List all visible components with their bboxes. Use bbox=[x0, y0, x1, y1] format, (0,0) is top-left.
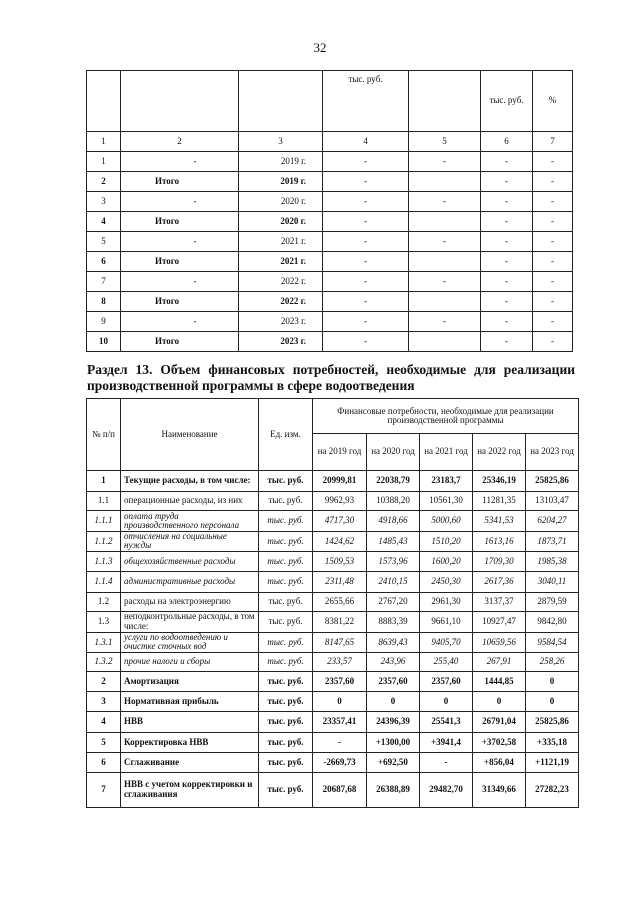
value-cell: - bbox=[323, 172, 409, 192]
col-unit-header: Ед. изм. bbox=[259, 399, 313, 471]
value-cell: 0 bbox=[526, 691, 579, 711]
value-cell: 3040,11 bbox=[526, 571, 579, 592]
value-cell: - bbox=[313, 732, 367, 752]
value-cell: 2410,15 bbox=[367, 571, 420, 592]
value-cell: 6204,27 bbox=[526, 511, 579, 532]
row-unit: тыс. руб. bbox=[259, 732, 313, 752]
row-number: 1.1.3 bbox=[87, 551, 121, 571]
row-number: 6 bbox=[87, 752, 121, 772]
header-row bbox=[87, 71, 573, 132]
value-cell: - bbox=[409, 312, 481, 332]
row-unit: тыс. руб. bbox=[259, 711, 313, 732]
value-cell: 31349,66 bbox=[473, 772, 526, 807]
value-cell: 25541,3 bbox=[420, 711, 473, 732]
value-cell: - bbox=[323, 192, 409, 212]
row-name: НВВ bbox=[121, 711, 259, 732]
value-cell: - bbox=[481, 192, 533, 212]
row-number: 1.1.1 bbox=[87, 511, 121, 532]
row-unit: тыс. руб. bbox=[259, 752, 313, 772]
year-header: на 2022 год bbox=[473, 434, 526, 471]
row-number: 7 bbox=[87, 772, 121, 807]
column-number: 5 bbox=[409, 132, 481, 152]
value-cell: - bbox=[533, 312, 573, 332]
table-row bbox=[87, 332, 573, 352]
row-name: НВВ с учетом корректировки и сглаживания bbox=[121, 772, 259, 807]
table-row bbox=[87, 611, 579, 632]
value-cell: 5000,60 bbox=[420, 511, 473, 532]
row-name: - bbox=[121, 232, 239, 252]
value-cell: 0 bbox=[526, 671, 579, 691]
year-header: на 2019 год bbox=[313, 434, 367, 471]
value-cell: 8883,39 bbox=[367, 611, 420, 632]
value-cell: +692,50 bbox=[367, 752, 420, 772]
column-number-row bbox=[87, 132, 573, 152]
row-unit: тыс. руб. bbox=[259, 671, 313, 691]
value-cell: 3137,37 bbox=[473, 592, 526, 611]
row-name: Итого bbox=[121, 252, 239, 272]
value-cell: 1510,20 bbox=[420, 532, 473, 552]
value-cell: 10561,30 bbox=[420, 492, 473, 511]
section-title: Раздел 13. Объем финансовых потребностей, необходимые для реализации производственной программы в сфере водоотведения bbox=[87, 362, 575, 393]
value-cell: - bbox=[323, 252, 409, 272]
row-unit: тыс. руб. bbox=[259, 691, 313, 711]
row-unit: тыс. руб. bbox=[259, 611, 313, 632]
row-name: Корректировка НВВ bbox=[121, 732, 259, 752]
value-cell: 255,40 bbox=[420, 652, 473, 671]
value-cell: 1873,71 bbox=[526, 532, 579, 552]
value-cell: 8381,22 bbox=[313, 611, 367, 632]
value-cell: +1300,00 bbox=[367, 732, 420, 752]
value-cell: - bbox=[323, 232, 409, 252]
value-cell: +856,04 bbox=[473, 752, 526, 772]
row-year: 2020 г. bbox=[239, 212, 323, 232]
percent-label: % bbox=[533, 71, 573, 132]
row-number: 2 bbox=[87, 172, 121, 192]
value-cell: 1600,20 bbox=[420, 551, 473, 571]
value-cell: - bbox=[533, 332, 573, 352]
value-cell: 23357,41 bbox=[313, 711, 367, 732]
value-cell: 2879,59 bbox=[526, 592, 579, 611]
value-cell: +3941,4 bbox=[420, 732, 473, 752]
value-cell: - bbox=[409, 192, 481, 212]
row-number: 6 bbox=[87, 252, 121, 272]
row-number: 1.3.1 bbox=[87, 632, 121, 652]
year-header: на 2023 год bbox=[526, 434, 579, 471]
row-name: Итого bbox=[121, 172, 239, 192]
table-row bbox=[87, 272, 573, 292]
value-cell bbox=[409, 292, 481, 312]
value-cell: 10927,47 bbox=[473, 611, 526, 632]
row-name: Сглаживание bbox=[121, 752, 259, 772]
row-number: 8 bbox=[87, 292, 121, 312]
value-cell: 1985,38 bbox=[526, 551, 579, 571]
value-cell: 0 bbox=[367, 691, 420, 711]
value-cell: 243,96 bbox=[367, 652, 420, 671]
row-name: Итого bbox=[121, 212, 239, 232]
value-cell: - bbox=[323, 152, 409, 172]
value-cell: -2669,73 bbox=[313, 752, 367, 772]
value-cell: 233,57 bbox=[313, 652, 367, 671]
value-cell: - bbox=[409, 152, 481, 172]
value-cell: - bbox=[533, 292, 573, 312]
row-unit: тыс. руб. bbox=[259, 551, 313, 571]
value-cell: - bbox=[481, 312, 533, 332]
row-unit: тыс. руб. bbox=[259, 592, 313, 611]
row-name: отчисления на социальные нужды bbox=[121, 532, 259, 552]
value-cell: - bbox=[481, 232, 533, 252]
value-cell: 258,26 bbox=[526, 652, 579, 671]
value-cell: 1573,96 bbox=[367, 551, 420, 571]
value-cell: 27282,23 bbox=[526, 772, 579, 807]
value-cell: 1424,62 bbox=[313, 532, 367, 552]
row-number: 3 bbox=[87, 192, 121, 212]
row-unit: тыс. руб. bbox=[259, 511, 313, 532]
table-row bbox=[87, 571, 579, 592]
column-number: 3 bbox=[239, 132, 323, 152]
value-cell: 11281,35 bbox=[473, 492, 526, 511]
value-cell: - bbox=[323, 292, 409, 312]
value-cell: 1509,53 bbox=[313, 551, 367, 571]
row-name: административные расходы bbox=[121, 571, 259, 592]
value-cell: - bbox=[533, 212, 573, 232]
row-name: прочие налоги и сборы bbox=[121, 652, 259, 671]
year-header: на 2020 год bbox=[367, 434, 420, 471]
value-cell: 0 bbox=[313, 691, 367, 711]
value-cell: 2357,60 bbox=[367, 671, 420, 691]
value-cell: 1613,16 bbox=[473, 532, 526, 552]
value-cell: 1709,30 bbox=[473, 551, 526, 571]
row-number: 5 bbox=[87, 232, 121, 252]
financial-needs-table bbox=[86, 398, 579, 808]
table-row bbox=[87, 772, 579, 807]
value-cell: 9584,54 bbox=[526, 632, 579, 652]
value-cell: 29482,70 bbox=[420, 772, 473, 807]
row-number: 4 bbox=[87, 711, 121, 732]
value-cell: 2311,48 bbox=[313, 571, 367, 592]
table-row bbox=[87, 192, 573, 212]
row-number: 2 bbox=[87, 671, 121, 691]
value-cell: - bbox=[533, 232, 573, 252]
row-name: общехозяйственные расходы bbox=[121, 551, 259, 571]
value-cell: - bbox=[533, 192, 573, 212]
row-number: 1.3 bbox=[87, 611, 121, 632]
value-cell bbox=[409, 252, 481, 272]
value-cell: - bbox=[323, 312, 409, 332]
row-name: Итого bbox=[121, 292, 239, 312]
value-cell: 25346,19 bbox=[473, 471, 526, 492]
value-cell: - bbox=[420, 752, 473, 772]
unit-label-a: тыс. руб. bbox=[323, 71, 409, 132]
value-cell bbox=[409, 172, 481, 192]
table-row bbox=[87, 691, 579, 711]
value-cell bbox=[409, 332, 481, 352]
value-cell: 8147,65 bbox=[313, 632, 367, 652]
table-row bbox=[87, 752, 579, 772]
table-row bbox=[87, 152, 573, 172]
value-cell: +1121,19 bbox=[526, 752, 579, 772]
value-cell: 267,91 bbox=[473, 652, 526, 671]
row-name: Текущие расходы, в том числе: bbox=[121, 471, 259, 492]
row-name: услуги по водоотведению и очистке сточных вод bbox=[121, 632, 259, 652]
value-cell: 4717,30 bbox=[313, 511, 367, 532]
row-number: 1 bbox=[87, 152, 121, 172]
row-name: Итого bbox=[121, 332, 239, 352]
value-cell: 22038,79 bbox=[367, 471, 420, 492]
value-cell: 9962,93 bbox=[313, 492, 367, 511]
value-cell: - bbox=[323, 332, 409, 352]
col-num-header: № п/п bbox=[87, 399, 121, 471]
row-year: 2021 г. bbox=[239, 252, 323, 272]
continuation-table bbox=[86, 70, 573, 352]
row-unit: тыс. руб. bbox=[259, 772, 313, 807]
value-cell: 9405,70 bbox=[420, 632, 473, 652]
row-unit: тыс. руб. bbox=[259, 532, 313, 552]
value-cell: - bbox=[481, 212, 533, 232]
value-cell: 0 bbox=[473, 691, 526, 711]
value-cell: - bbox=[481, 252, 533, 272]
row-number: 1.3.2 bbox=[87, 652, 121, 671]
column-number: 4 bbox=[323, 132, 409, 152]
value-cell: - bbox=[533, 252, 573, 272]
value-cell: 20999,81 bbox=[313, 471, 367, 492]
value-cell: - bbox=[323, 212, 409, 232]
value-cell: 9661,10 bbox=[420, 611, 473, 632]
column-number: 2 bbox=[121, 132, 239, 152]
table-row bbox=[87, 732, 579, 752]
group-header: Финансовые потребности, необходимые для реализации производственной программы bbox=[313, 399, 579, 434]
column-number: 7 bbox=[533, 132, 573, 152]
table-row bbox=[87, 671, 579, 691]
row-unit: тыс. руб. bbox=[259, 492, 313, 511]
row-year: 2019 г. bbox=[239, 172, 323, 192]
table-row bbox=[87, 252, 573, 272]
row-unit: тыс. руб. bbox=[259, 652, 313, 671]
table-row bbox=[87, 532, 579, 552]
value-cell: 26791,04 bbox=[473, 711, 526, 732]
value-cell: 23183,7 bbox=[420, 471, 473, 492]
table-row bbox=[87, 232, 573, 252]
value-cell: - bbox=[481, 292, 533, 312]
value-cell: 1485,43 bbox=[367, 532, 420, 552]
value-cell: 10659,56 bbox=[473, 632, 526, 652]
row-unit: тыс. руб. bbox=[259, 632, 313, 652]
value-cell: 2767,20 bbox=[367, 592, 420, 611]
value-cell: 4918,66 bbox=[367, 511, 420, 532]
table-row bbox=[87, 652, 579, 671]
row-year: 2022 г. bbox=[239, 292, 323, 312]
value-cell: - bbox=[533, 272, 573, 292]
table-row bbox=[87, 592, 579, 611]
value-cell: 1444,85 bbox=[473, 671, 526, 691]
row-year: 2019 г. bbox=[239, 152, 323, 172]
value-cell: - bbox=[409, 272, 481, 292]
row-year: 2020 г. bbox=[239, 192, 323, 212]
value-cell: 2617,36 bbox=[473, 571, 526, 592]
row-number: 1.2 bbox=[87, 592, 121, 611]
row-number: 3 bbox=[87, 691, 121, 711]
row-name: расходы на электроэнергию bbox=[121, 592, 259, 611]
value-cell: 10388,20 bbox=[367, 492, 420, 511]
value-cell: 24396,39 bbox=[367, 711, 420, 732]
table-row bbox=[87, 551, 579, 571]
table-row bbox=[87, 292, 573, 312]
row-number: 1.1 bbox=[87, 492, 121, 511]
column-number: 6 bbox=[481, 132, 533, 152]
value-cell: 2961,30 bbox=[420, 592, 473, 611]
value-cell: - bbox=[481, 172, 533, 192]
value-cell: 2357,60 bbox=[313, 671, 367, 691]
value-cell: 2655,66 bbox=[313, 592, 367, 611]
value-cell: 25825,86 bbox=[526, 471, 579, 492]
value-cell: 2357,60 bbox=[420, 671, 473, 691]
row-number: 5 bbox=[87, 732, 121, 752]
row-year: 2022 г. bbox=[239, 272, 323, 292]
value-cell: - bbox=[409, 232, 481, 252]
value-cell: 26388,89 bbox=[367, 772, 420, 807]
row-year: 2023 г. bbox=[239, 312, 323, 332]
row-year: 2023 г. bbox=[239, 332, 323, 352]
table-row bbox=[87, 312, 573, 332]
col-name-header: Наименование bbox=[121, 399, 259, 471]
row-number: 4 bbox=[87, 212, 121, 232]
value-cell: - bbox=[481, 152, 533, 172]
value-cell: 2450,30 bbox=[420, 571, 473, 592]
row-unit: тыс. руб. bbox=[259, 471, 313, 492]
row-name: оплата труда производственного персонала bbox=[121, 511, 259, 532]
value-cell: 0 bbox=[420, 691, 473, 711]
row-number: 10 bbox=[87, 332, 121, 352]
row-unit: тыс. руб. bbox=[259, 571, 313, 592]
value-cell: - bbox=[533, 172, 573, 192]
table-row bbox=[87, 711, 579, 732]
value-cell: 20687,68 bbox=[313, 772, 367, 807]
value-cell: - bbox=[533, 152, 573, 172]
value-cell: +335,18 bbox=[526, 732, 579, 752]
value-cell: 8639,43 bbox=[367, 632, 420, 652]
row-name: Амортизация bbox=[121, 671, 259, 691]
row-number: 1.1.2 bbox=[87, 532, 121, 552]
value-cell: 5341,53 bbox=[473, 511, 526, 532]
row-number: 9 bbox=[87, 312, 121, 332]
value-cell: - bbox=[481, 332, 533, 352]
row-number: 7 bbox=[87, 272, 121, 292]
value-cell bbox=[409, 212, 481, 232]
value-cell: 13103,47 bbox=[526, 492, 579, 511]
row-name: неподконтрольные расходы, в том числе: bbox=[121, 611, 259, 632]
row-number: 1.1.4 bbox=[87, 571, 121, 592]
row-name: - bbox=[121, 192, 239, 212]
column-number: 1 bbox=[87, 132, 121, 152]
table-row bbox=[87, 632, 579, 652]
unit-label-b: тыс. руб. bbox=[481, 71, 533, 132]
row-number: 1 bbox=[87, 471, 121, 492]
year-header: на 2021 год bbox=[420, 434, 473, 471]
header-row bbox=[87, 399, 579, 434]
table-row bbox=[87, 492, 579, 511]
value-cell: - bbox=[323, 272, 409, 292]
row-name: Нормативная прибыль bbox=[121, 691, 259, 711]
value-cell: +3702,58 bbox=[473, 732, 526, 752]
row-name: - bbox=[121, 272, 239, 292]
table-row bbox=[87, 471, 579, 492]
row-name: - bbox=[121, 312, 239, 332]
row-name: - bbox=[121, 152, 239, 172]
value-cell: - bbox=[481, 272, 533, 292]
page-number: 32 bbox=[313, 40, 327, 55]
table-row bbox=[87, 172, 573, 192]
table-row bbox=[87, 212, 573, 232]
value-cell: 25825,86 bbox=[526, 711, 579, 732]
row-year: 2021 г. bbox=[239, 232, 323, 252]
table-row bbox=[87, 511, 579, 532]
value-cell: 9842,80 bbox=[526, 611, 579, 632]
row-name: операционные расходы, из них bbox=[121, 492, 259, 511]
